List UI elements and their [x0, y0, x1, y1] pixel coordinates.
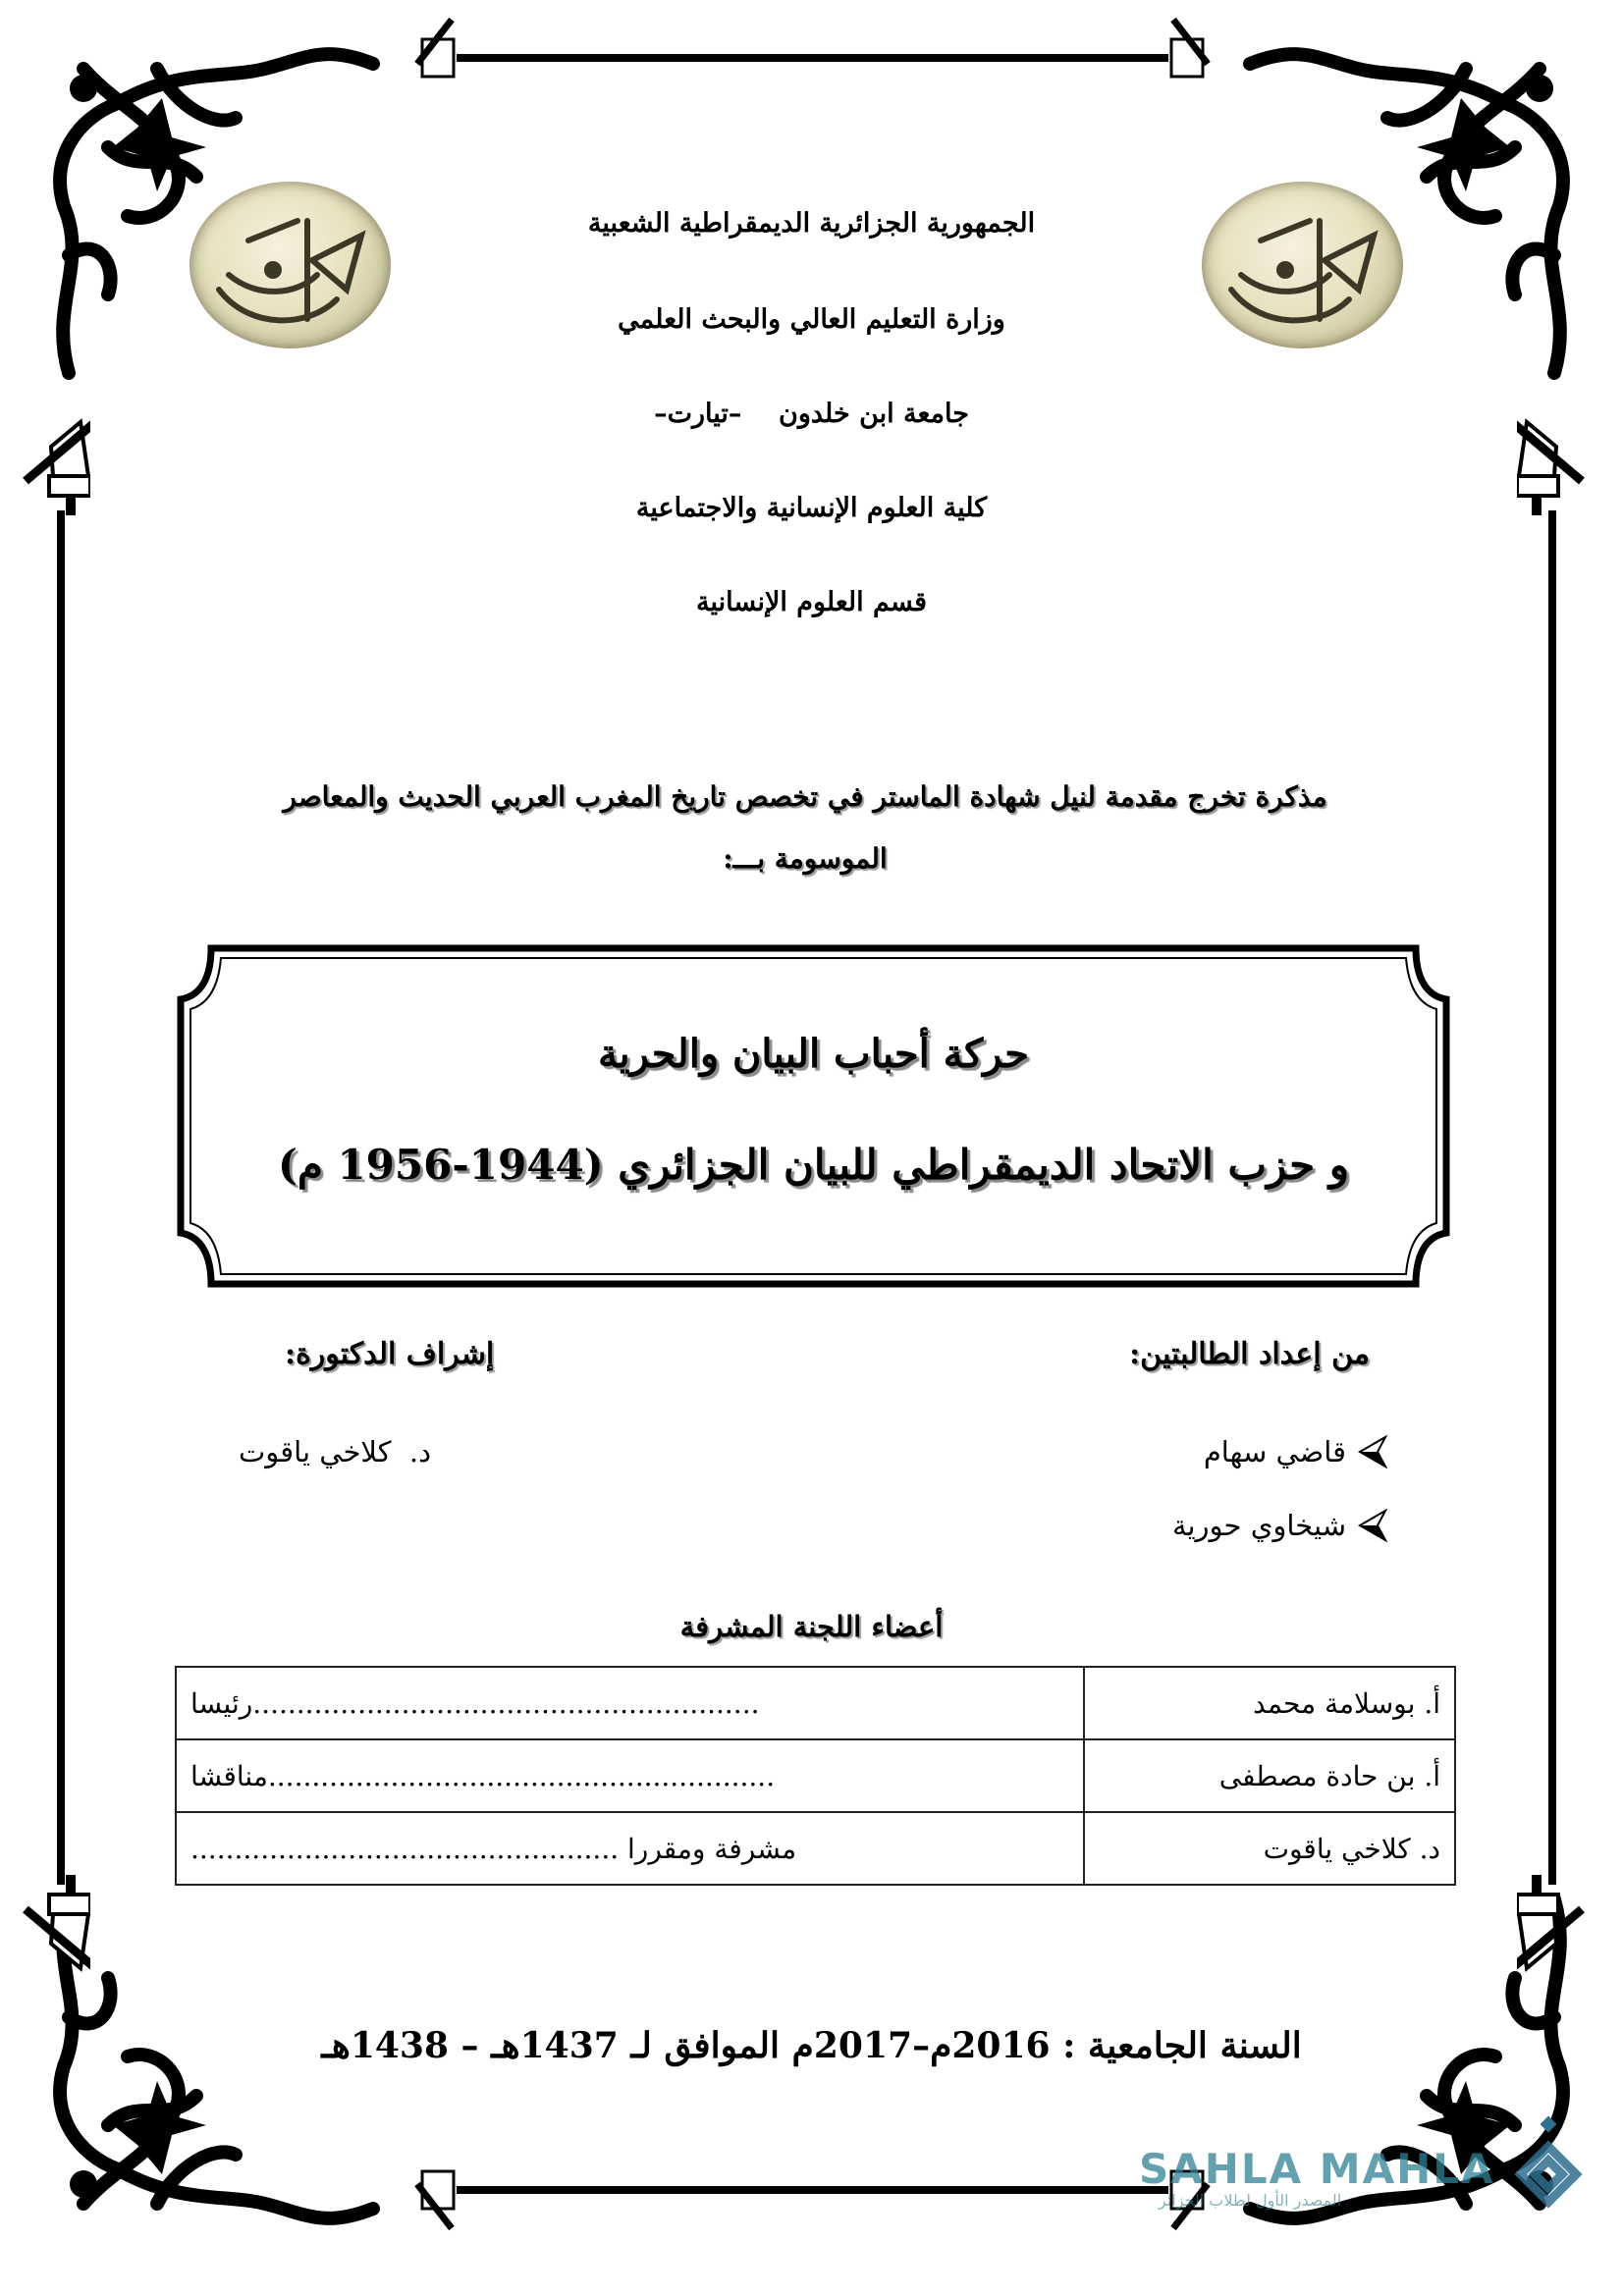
committee-member-name: أ. بن حادة مصطفى	[1084, 1739, 1455, 1812]
arrowhead-bullet-icon	[1358, 1435, 1387, 1468]
hand-pen-icon	[412, 2169, 461, 2233]
watermark-logo-icon	[1507, 2110, 1591, 2223]
hand-pen-icon	[12, 1875, 90, 1998]
thesis-title-box	[177, 944, 1450, 1288]
student-item	[1172, 1509, 1387, 1542]
watermark-text: SAHLA MAHLA	[1139, 2145, 1495, 2193]
committee-member-role: ..........................................................رئيسا	[176, 1667, 1084, 1739]
academic-year: السنة الجامعية : 2016م–2017م الموافق لـ 1437هـ – 1438هـ	[321, 2025, 1302, 2066]
arrowhead-bullet-icon	[1358, 1509, 1387, 1542]
thesis-titled-label: الموسومة بـــ:	[723, 842, 888, 875]
supervisor-name	[239, 1435, 431, 1468]
hand-pen-icon	[412, 15, 461, 79]
students-heading: من إعداد الطالبتين:	[1129, 1337, 1370, 1371]
committee-member-role: مشرفة ومقررا .................................................	[176, 1812, 1084, 1885]
hand-pen-icon	[1517, 1875, 1596, 1998]
committee-table	[175, 1666, 1456, 1886]
title-frame-icon	[177, 944, 1450, 1288]
student-name: قاضي سهام	[1203, 1435, 1346, 1468]
thesis-title-line-2: و حزب الاتحاد الديمقراطي للبيان الجزائري (1944-1956 م)	[277, 1141, 1350, 1189]
hand-pen-icon	[1163, 15, 1213, 79]
student-item	[1204, 1435, 1387, 1468]
committee-member-role: ..........................................................مناقشا	[176, 1739, 1084, 1812]
table-row	[176, 1667, 1455, 1739]
committee-member-name: أ. بوسلامة محمد	[1084, 1667, 1455, 1739]
table-row	[176, 1812, 1455, 1885]
department-name: قسم العلوم الإنسانية	[696, 587, 927, 617]
committee-member-name: د. كلاخي ياقوت	[1084, 1812, 1455, 1885]
thesis-title-line-1: حركة أحباب البيان والحرية	[598, 1031, 1029, 1077]
table-row	[176, 1739, 1455, 1812]
committee-heading: أعضاء اللجنة المشرفة	[679, 1610, 944, 1643]
frame-bottom-line	[457, 2186, 1168, 2194]
frame-left-line	[57, 510, 65, 1885]
frame-right-line	[1548, 510, 1556, 1885]
faculty-name: كلية العلوم الإنسانية والاجتماعية	[635, 493, 988, 523]
supervisor-name-text: د. كلاخي ياقوت	[239, 1435, 432, 1468]
watermark-subtext: المصدر الأول لطلاب الجزائر	[1159, 2191, 1342, 2210]
university-name: جامعة ابن خلدون –تيارت–	[654, 399, 969, 429]
supervisor-heading: إشراف الدكتورة:	[285, 1337, 495, 1371]
student-name: شيخاوي حورية	[1171, 1509, 1346, 1542]
frame-top-line	[457, 54, 1168, 62]
country-name: الجمهورية الجزائرية الديمقراطية الشعبية	[587, 208, 1036, 239]
thesis-description: مذكرة تخرج مقدمة لنيل شهادة الماستر في تخصص تاريخ المغرب العربي الحديث والمعاصر	[283, 780, 1327, 813]
ministry-name: وزارة التعليم العالي والبحث العلمي	[618, 304, 1005, 335]
